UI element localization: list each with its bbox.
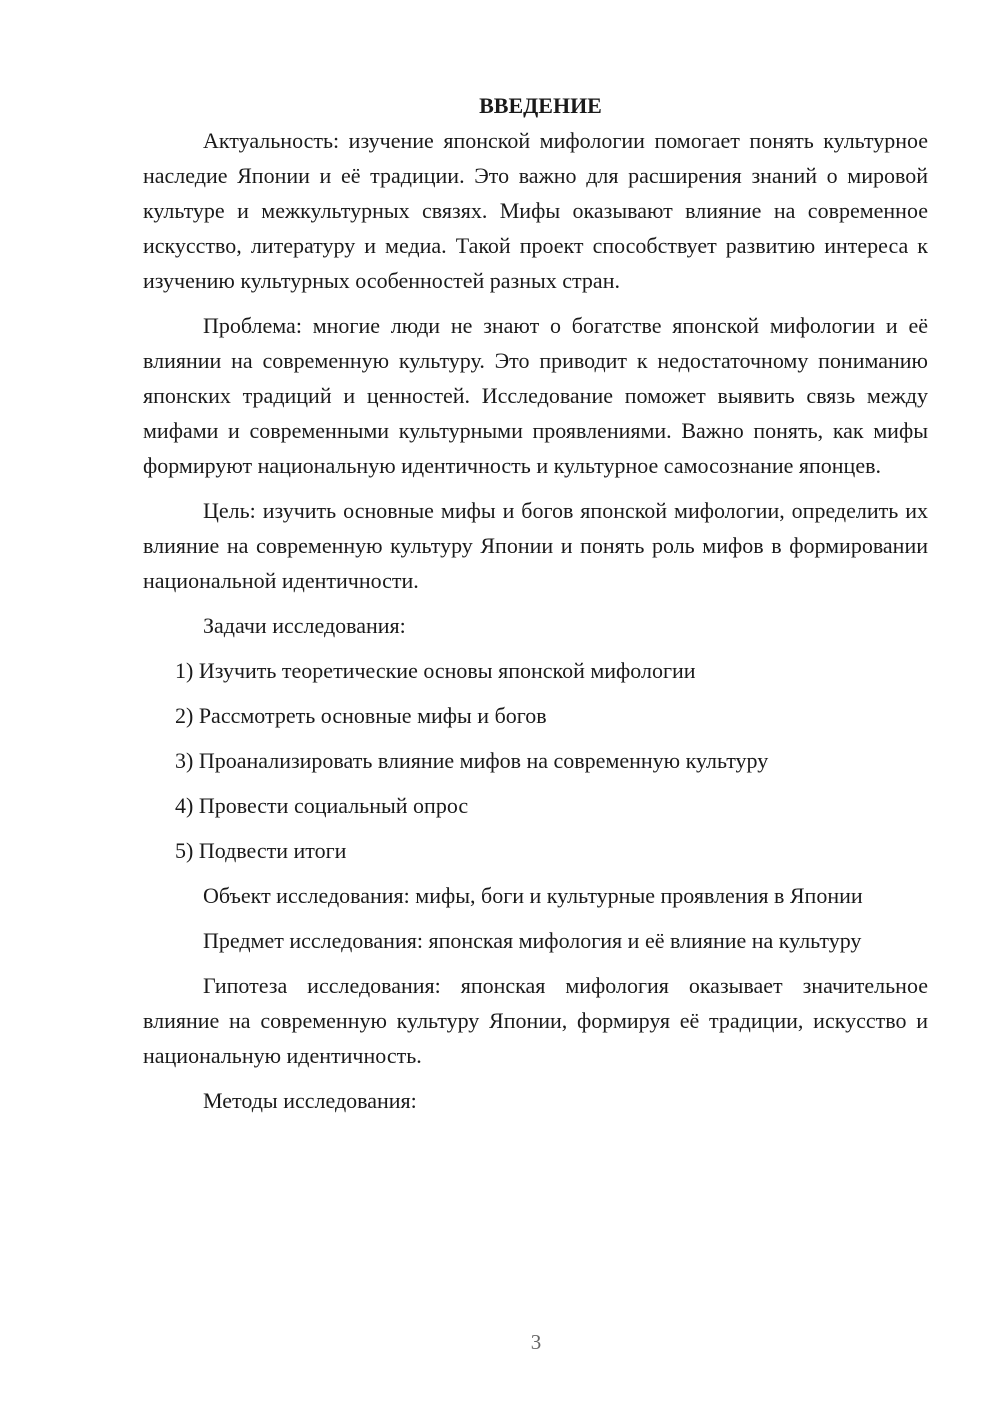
page-number: 3 (530, 1330, 542, 1354)
paragraph-relevance: Актуальность: изучение японской мифологии помогает понять культурное наследие Японии и её традиции. Это важно для расширения знаний о мировой культуре и межкультурных связях. Мифы оказывают влияние на современное искусство, литературу и медиа. Такой проект способствует развитию интереса к изучению культурных особенностей разных стран. (143, 128, 928, 293)
paragraph-hypothesis: Гипотеза исследования: японская мифология оказывает значительное влияние на современную культуру Японии, формируя её традиции, искусство и национальную идентичность. (143, 973, 928, 1068)
task-item: 2) Рассмотреть основные мифы и богов (175, 703, 547, 728)
task-item: 1) Изучить теоретические основы японской мифологии (175, 658, 696, 683)
methods-title: Методы исследования: (203, 1088, 417, 1113)
paragraph-object: Объект исследования: мифы, боги и культурные проявления в Японии (203, 883, 863, 908)
task-item: 4) Провести социальный опрос (175, 793, 469, 818)
document-page (143, 88, 928, 1128)
paragraph-goal: Цель: изучить основные мифы и богов японской мифологии, определить их влияние на современную культуру Японии и понять роль мифов в формировании национальной идентичности. (143, 498, 928, 593)
section-heading: ВВЕДЕНИЕ (479, 93, 602, 118)
task-item: 5) Подвести итоги (175, 838, 347, 863)
tasks-title: Задачи исследования: (203, 613, 406, 638)
task-item: 3) Проанализировать влияние мифов на современную культуру (175, 748, 769, 773)
paragraph-subject: Предмет исследования: японская мифология и её влияние на культуру (203, 928, 862, 953)
paragraph-problem: Проблема: многие люди не знают о богатстве японской мифологии и её влиянии на современную культуру. Это приводит к недостаточному пониманию японских традиций и ценностей. Исследование поможет выявить связь между мифами и современными культурными проявлениями. Важно понять, как мифы формируют национальную идентичность и культурное самосознание японцев. (143, 313, 928, 478)
